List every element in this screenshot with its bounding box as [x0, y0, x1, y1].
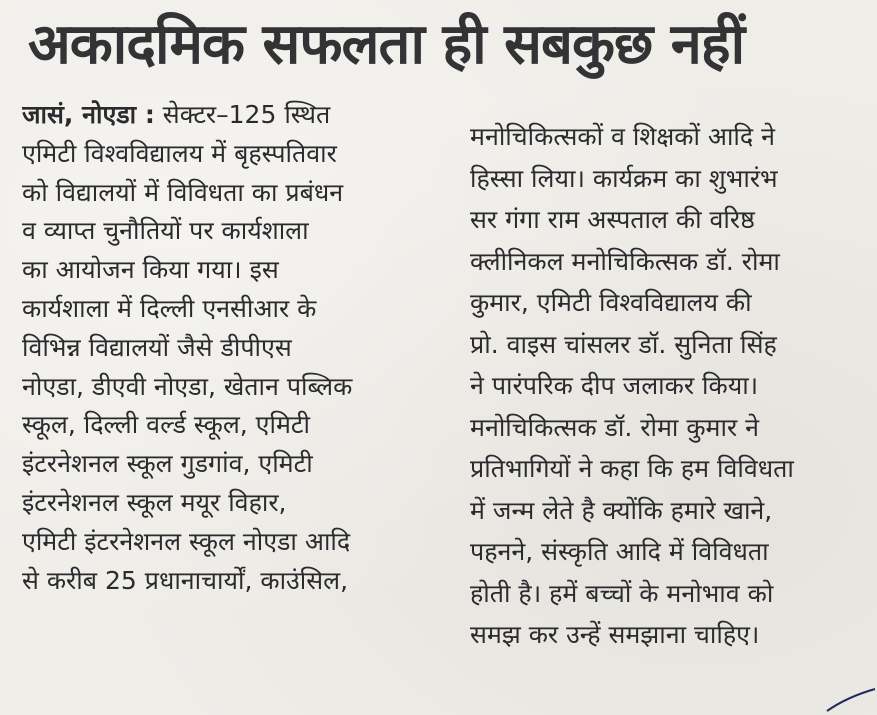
article-line: विभिन्न विद्यालयों जैसे डीपीएस [22, 332, 292, 362]
article-line: एमिटी इंटरनेशनल स्कूल नोएडा आदि [22, 526, 351, 556]
article-line: स्कूल, दिल्ली वर्ल्ड स्कूल, एमिटी [22, 410, 310, 440]
article-line: समझ कर उन्हें समझाना चाहिए। [470, 620, 760, 649]
article-line: कार्यशाला में दिल्ली एनसीआर के [22, 293, 317, 323]
article-line: होती है। हमें बच्चों के मनोभाव को [470, 578, 774, 608]
article-column-right [470, 116, 870, 656]
article-line: इंटरनेशनल स्कूल मयूर विहार, [22, 487, 287, 517]
article-column-left [22, 96, 440, 600]
article-line: कुमार, एमिटी विश्वविद्यालय की [470, 288, 752, 317]
headline: अकादमिक सफलता ही सबकुछ नहीं [28, 12, 745, 77]
article-line: पहनने, संस्कृति आदि में विविधता [470, 537, 769, 566]
article-line-text: सेक्टर–125 स्थित [154, 100, 331, 129]
article-line: को विद्यालयों में विविधता का प्रबंधन [22, 177, 344, 207]
pen-mark-decoration [817, 675, 877, 715]
article-line: व व्याप्त चुनौतियों पर कार्यशाला [22, 216, 309, 246]
article-line: प्रतिभागियों ने कहा कि हम विविधता [470, 454, 794, 483]
article-line: नोएडा, डीएवी नोएडा, खेतान पब्लिक [22, 371, 353, 401]
article-line: प्रो. वाइस चांसलर डॉ. सुनिता सिंह [470, 329, 777, 359]
article-line: मनोचिकित्सक डॉ. रोमा कुमार ने [470, 412, 760, 442]
article-line: से करीब 25 प्रधानाचार्यों, काउंसिल, [22, 565, 349, 595]
article-line: एमिटी विश्वविद्यालय में बृहस्पतिवार [22, 138, 337, 168]
article-line: इंटरनेशनल स्कूल गुडगांव, एमिटी [22, 449, 313, 479]
article-line: ने पारंपरिक दीप जलाकर किया। [470, 371, 759, 400]
article-line: क्लीनिकल मनोचिकित्सक डॉ. रोमा [470, 246, 780, 276]
article-line: हिस्सा लिया। कार्यक्रम का शुभारंभ [470, 163, 778, 193]
article-line: का आयोजन किया गया। इस [22, 255, 279, 285]
article-line: मनोचिकित्सकों व शिक्षकों आदि ने [470, 122, 775, 151]
article-line: में जन्म लेते है क्योंकि हमारे खाने, [470, 495, 773, 525]
dateline: जासं, नोएडा : [22, 100, 155, 129]
article-line [22, 96, 440, 135]
article-line: सर गंगा राम अस्पताल की वरिष्ठ [470, 205, 755, 234]
